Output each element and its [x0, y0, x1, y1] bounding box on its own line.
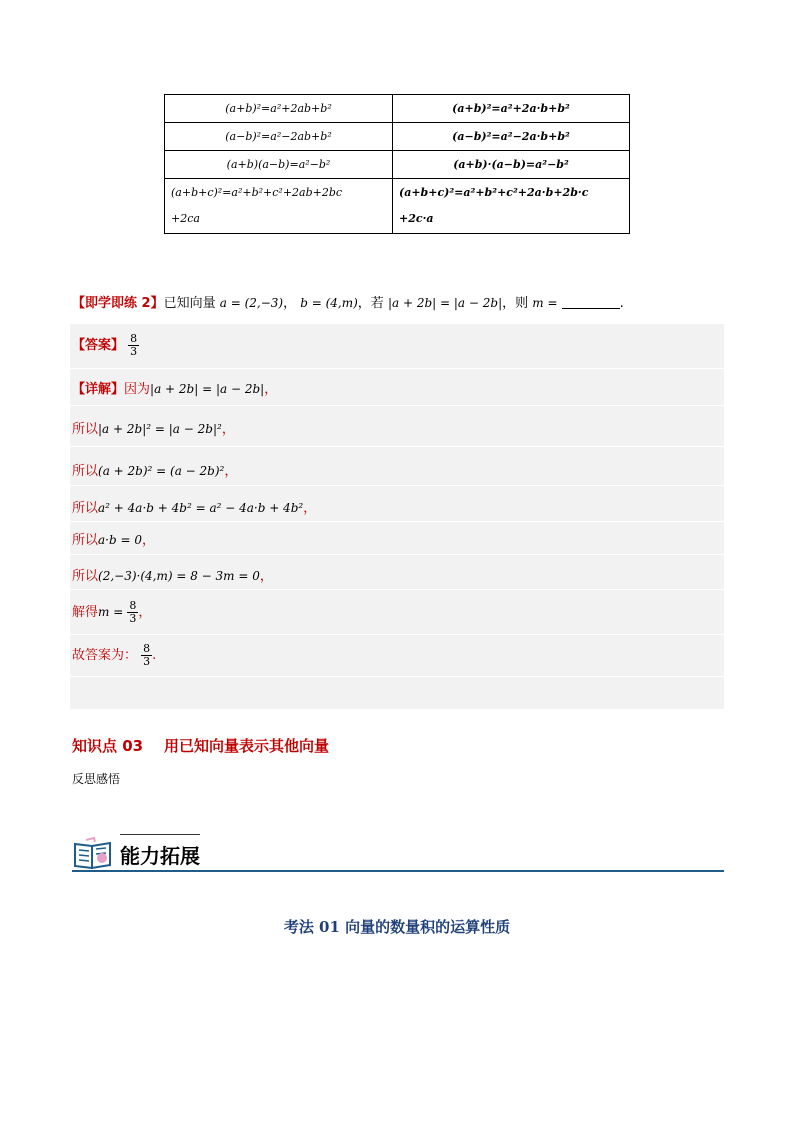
reflection-label: 反思感悟 [72, 772, 121, 786]
detail-prefix: 所以 [72, 533, 99, 548]
detail-line-8 [72, 643, 156, 668]
table-row [165, 95, 630, 123]
scalar-identity-continuation: +2ca [171, 212, 200, 225]
detail-line-3 [72, 460, 237, 479]
detail-line-4 [72, 497, 316, 516]
detail-end: ， [141, 533, 155, 548]
table-row [165, 151, 630, 179]
detail-math: (2,−3)·(4,m) = 8 − 3m = 0 [98, 569, 260, 583]
vector-identity-cell: (a−b)²=a²−2a·b+b² [393, 123, 630, 151]
knowledge-point-heading [72, 735, 329, 756]
detail-tag: 【详解】 [72, 382, 125, 397]
final-fraction [141, 643, 152, 668]
detail-end: ， [138, 605, 152, 620]
detail-line-1 [72, 378, 277, 397]
detail-line-5 [72, 529, 155, 548]
numerator: 8 [130, 332, 138, 345]
detail-line-2 [72, 418, 235, 437]
detail-prefix: 故答案为： [72, 648, 138, 663]
detail-math: a·b = 0 [98, 533, 142, 547]
vector-identity-cell [393, 179, 630, 234]
exercise-statement [72, 292, 624, 311]
knowledge-point-label: 知识点 03 [72, 737, 144, 755]
condition-expr: |a + 2b| = |a − 2b| [387, 296, 503, 310]
knowledge-point-title: 用已知向量表示其他向量 [164, 737, 330, 755]
method-heading: 考法 01 向量的数量积的运算性质 [283, 918, 511, 936]
vector-b-expr: b = (4,m) [300, 296, 358, 310]
scalar-identity-cell [165, 179, 393, 234]
detail-math: |a + 2b| = |a − 2b| [150, 382, 265, 396]
exercise-text: 已知向量 [163, 296, 216, 311]
vector-identity-line: (a+b+c)²=a²+b²+c²+2a·b+2b·c [399, 186, 589, 199]
answer-fraction [128, 333, 139, 358]
detail-line-7 [72, 600, 151, 625]
exercise-tag: 【即学即练 2】 [72, 296, 164, 311]
detail-prefix: 所以 [72, 422, 99, 437]
detail-end: ， [264, 382, 278, 397]
detail-math: a² + 4a·b + 4b² = a² − 4a·b + 4b² [98, 501, 304, 515]
result-fraction [127, 600, 138, 625]
detail-math: m = [98, 605, 124, 619]
ability-section-header [72, 832, 724, 874]
detail-end: ， [221, 422, 235, 437]
detail-prefix: 所以 [72, 464, 99, 479]
detail-end: . [152, 648, 157, 663]
scalar-identity-line: (a+b+c)²=a²+b²+c²+2ab+2bc [171, 186, 343, 199]
detail-line-6 [72, 565, 273, 584]
detail-end: ， [224, 464, 238, 479]
answer-blank [562, 296, 620, 309]
m-variable: m = [532, 296, 558, 310]
detail-prefix: 解得 [72, 605, 99, 620]
detail-end: ， [303, 501, 317, 516]
identity-table [164, 94, 630, 234]
scalar-identity-cell: (a+b)²=a²+2ab+b² [165, 95, 393, 123]
denominator: 3 [130, 345, 138, 358]
book-icon [72, 836, 114, 870]
detail-math: |a + 2b|² = |a − 2b|² [98, 422, 222, 436]
exercise-text: ，则 [502, 296, 529, 311]
exercise-text: ，若 [357, 296, 384, 311]
answer-tag: 【答案】 [72, 338, 125, 353]
ability-section-title: 能力拓展 [120, 844, 200, 868]
vector-identity-cell: (a+b)²=a²+2a·b+b² [393, 95, 630, 123]
detail-prefix: 所以 [72, 569, 99, 584]
detail-prefix: 因为 [124, 382, 151, 397]
numerator: 8 [129, 599, 137, 612]
scalar-identity-cell: (a+b)(a−b)=a²−b² [165, 151, 393, 179]
detail-math: (a + 2b)² = (a − 2b)² [98, 464, 225, 478]
denominator: 3 [129, 612, 137, 625]
period: . [619, 296, 624, 311]
denominator: 3 [143, 655, 151, 668]
vector-identity-cell: (a+b)·(a−b)=a²−b² [393, 151, 630, 179]
detail-prefix: 所以 [72, 501, 99, 516]
vector-identity-continuation: +2c·a [399, 212, 434, 225]
separator: ， [283, 296, 297, 311]
table-row [165, 179, 630, 234]
table-row [165, 123, 630, 151]
scalar-identity-cell: (a−b)²=a²−2ab+b² [165, 123, 393, 151]
answer-line [72, 333, 139, 358]
vector-a-expr: a = (2,−3) [219, 296, 284, 310]
numerator: 8 [143, 642, 151, 655]
detail-end: ， [259, 569, 273, 584]
